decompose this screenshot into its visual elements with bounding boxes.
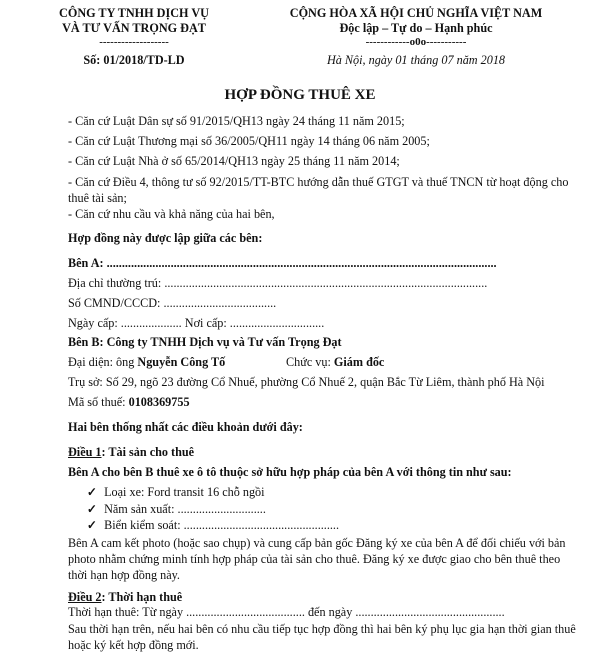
party-a-issue-date: Ngày cấp: .................... [68,316,182,330]
article-1-para-line-1: Bên A cam kết photo (hoặc sao chụp) và cung cấp bản gốc Đăng ký xe của bên A để đối chiếu với bản [68,536,566,550]
parties-intro: Hợp đồng này được lập giữa các bên: [68,231,263,245]
legal-basis-1: - Căn cứ Luật Dân sự số 91/2015/QH13 ngày 24 tháng 11 năm 2015; [68,114,405,128]
article-2-term: Thời hạn thuê: Từ ngày ....................................... đến ngày ................................................. [68,605,505,619]
company-separator: ------------------- [99,36,169,48]
company-name-line1: CÔNG TY TNHH DỊCH VỤ [59,6,209,20]
party-b-position [286,355,384,370]
company-name-line2: VÀ TƯ VẤN TRỌNG ĐẠT [62,21,206,35]
legal-basis-4-cont: thuê tài sản; [68,191,127,205]
rep-prefix: Đại diện: ông [68,355,138,369]
tax-prefix: Mã số thuế: [68,395,129,409]
article-2-number: Điều 2 [68,590,102,604]
party-a-issue-place: Nơi cấp: ............................... [184,316,325,330]
party-b-address: Trụ sở: Số 29, ngõ 23 đường Cổ Nhuế, phường Cổ Nhuế 2, quận Bắc Từ Liêm, thành phố Hà Nội [68,375,545,389]
place-and-date: Hà Nội, ngày 01 tháng 07 năm 2018 [326,53,506,67]
legal-basis-4: - Căn cứ Điều 4, thông tư số 92/2015/TT-BTC hướng dẫn thuế GTGT và thuế TNCN từ hoạt động cho [68,175,569,189]
article-1-lead: Bên A cho bên B thuê xe ô tô thuộc sở hữu hợp pháp của bên A với thông tin như sau: [68,465,512,479]
article-1-item-1 [86,485,265,500]
document-title: HỢP ĐỒNG THUÊ XE [224,87,376,103]
article-1-number: Điều 1 [68,445,102,459]
article-1-heading [68,445,194,460]
party-a-issue [68,316,324,331]
agreement-intro: Hai bên thống nhất các điều khoản dưới đây: [68,420,303,434]
party-a-label: Bên A: ................................................................................................................................ [68,256,497,270]
check-icon: ✓ [86,502,98,516]
item-text: Biển kiểm soát: ................................................... [104,518,340,532]
article-1-para-line-2: photo nhằm chứng minh tính hợp pháp của tài sản cho thuê. Đăng ký xe được giao cho bên thuê theo [68,552,561,566]
party-b-tax [68,395,190,410]
document-number: Số: 01/2018/TD-LD [83,53,185,67]
party-b-representative [68,355,225,370]
motto-separator: ------------o0o----------- [365,36,467,48]
legal-basis-5: - Căn cứ nhu cầu và khả năng của hai bên, [68,207,275,221]
position-value: Giám đốc [333,355,385,369]
article-1-item-2 [86,502,266,517]
article-2-para-line-1: Sau thời hạn trên, nếu hai bên có nhu cầu tiếp tục hợp đồng thì hai bên ký phụ lục gia hạn thời gian thuê [68,622,576,636]
nation-title: CỘNG HÒA XÃ HỘI CHỦ NGHĨA VIỆT NAM [289,6,543,20]
article-2-para-line-2: hoặc ký kết hợp đồng mới. [68,638,199,652]
legal-basis-2: - Căn cứ Luật Thương mại số 36/2005/QH11 ngày 14 tháng 06 năm 2005; [68,134,430,148]
article-2-title: : Thời hạn thuê [101,590,183,604]
item-text: Năm sản xuất: ............................. [104,502,266,516]
check-icon: ✓ [86,518,98,532]
national-motto: Độc lập – Tự do – Hạnh phúc [339,21,493,35]
article-1-para-line-3: thời hạn hợp đồng này. [68,568,180,582]
legal-basis-3: - Căn cứ Luật Nhà ở số 65/2014/QH13 ngày 25 tháng 11 năm 2014; [68,154,400,168]
article-1-item-3 [86,518,339,533]
item-text: Loại xe: Ford transit 16 chỗ ngồi [104,485,265,499]
rep-name: Nguyễn Công Tố [137,355,226,369]
check-icon: ✓ [86,485,98,499]
party-a-address: Địa chỉ thường trú: .......................................................................................................... [68,276,488,290]
tax-code: 0108369755 [128,395,190,409]
article-1-title: : Tài sản cho thuê [101,445,195,459]
party-a-id-number: Số CMND/CCCD: ..................................... [68,296,277,310]
article-2-heading [68,590,182,605]
position-prefix: Chức vụ: [286,355,334,369]
party-b-label: Bên B: Công ty TNHH Dịch vụ và Tư vấn Trọng Đạt [68,335,342,349]
